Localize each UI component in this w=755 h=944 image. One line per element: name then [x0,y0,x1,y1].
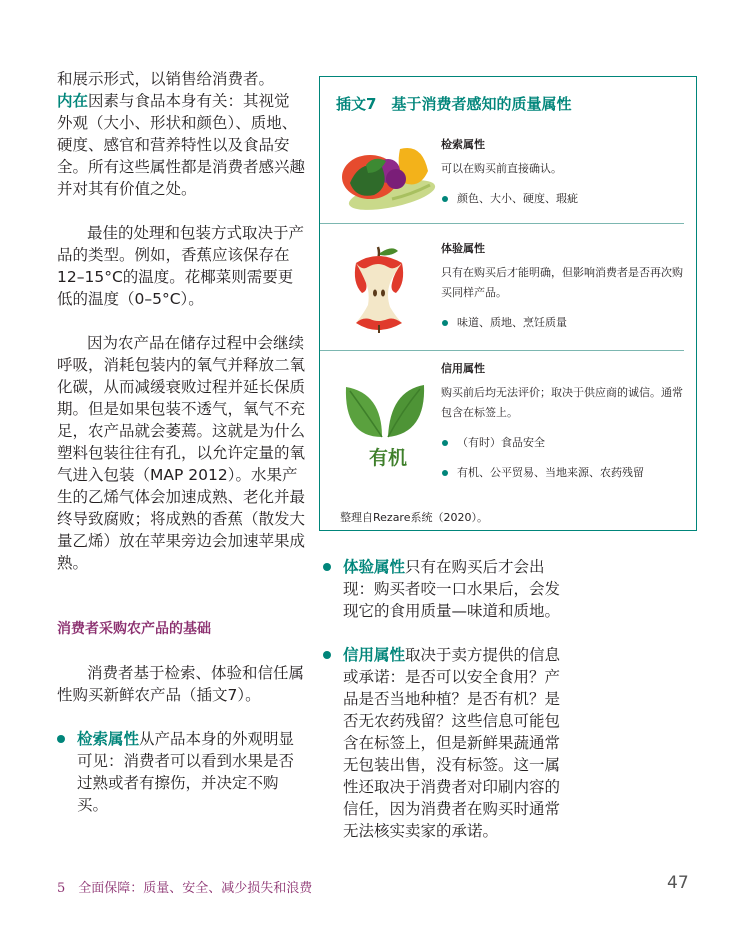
paragraph-1 [57,68,305,200]
bullet-search-attribute [57,728,305,816]
apple-core-icon [348,243,410,335]
right-column [323,556,569,842]
bullet-icon [323,651,331,659]
footer-chapter: 5 全面保障：质量、安全、减少损失和浪费 [57,881,313,896]
search-attributes-item: 颜色、大小、硬度、瑕疵 [441,189,686,209]
paragraph-2: 最佳的处理和包装方式取决于产品的类型。例如，香蕉应该保存在12–15°C的温度。花椰菜则需要更低的温度（0–5°C）。 [57,224,305,308]
bullet-term: 体验属性 [343,558,406,576]
divider [320,223,684,224]
vegetables-icon [330,137,438,217]
experience-attributes-item: 味道、质地、烹饪质量 [441,313,686,333]
inner-term: 内在 [57,92,89,110]
left-column [57,68,305,816]
bullet-text: 只有在购买后才会出现：购买者咬一口水果后，会发现它的食用质量—味道和质地。 [343,558,561,620]
page-number: 47 [667,873,689,893]
section-heading: 消费者采购农产品的基础 [57,621,211,637]
experience-attributes-title: 体验属性 [441,242,485,255]
organic-label: 有机 [369,447,408,469]
divider [320,350,684,351]
search-attributes-title: 检索属性 [441,138,485,151]
experience-attributes-section [441,239,686,333]
leaf-sprout-icon [342,379,428,441]
infobox-7 [319,76,697,531]
infobox-title: 插文7 基于消费者感知的质量属性 [336,95,572,113]
infobox-source: 整理自Rezare系统（2020）。 [340,511,488,524]
paragraph-1-line: 和展示形式，以销售给消费者。 [57,70,275,88]
paragraph-1-rest: 因素与食品本身有关：其视觉外观（大小、形状和颜色）、质地、硬度、感官和营养特性以及食品安全。所有这些属性都是消费者感兴趣并对其有价值之处。 [57,92,306,198]
bullet-credence-attribute [323,644,569,842]
bullet-term: 信用属性 [343,646,406,664]
credence-attributes-title: 信用属性 [441,362,485,375]
experience-attributes-desc: 只有在购买后才能明确，但影响消费者是否再次购买同样产品。 [441,266,683,299]
paragraph-3: 因为农产品在储存过程中会继续呼吸，消耗包装内的氧气并释放二氧化碳，从而减缓衰败过程并延长保质期。但是如果包装不透气，氧气不充足，农产品就会萎蔫。这就是为什么塑料包装往往有孔，以允许定量的氧气进入包装（MAP 2012）。水果产生的乙烯气体会加速成熟、老化并最终导致腐败；将成熟的香蕉（散发大量乙烯）放在苹果旁边会加速苹果成熟。 [57,334,306,572]
search-attributes-desc: 可以在购买前直接确认。 [441,162,562,175]
paragraph-4: 消费者基于检索、体验和信任属性购买新鲜农产品（插文7）。 [57,664,305,704]
search-attributes-section [441,135,686,209]
bullet-icon [57,735,65,743]
credence-attributes-desc: 购买前后均无法评价；取决于供应商的诚信。通常包含在标签上。 [441,386,683,419]
bullet-experience-attribute [323,556,569,622]
bullet-text: 从产品本身的外观明显可见：消费者可以看到水果是否过熟或者有擦伤，并决定不购买。 [77,730,295,814]
bullet-icon [323,563,331,571]
credence-attributes-section [441,359,686,483]
credence-attributes-item: （有时）食品安全 [441,433,686,453]
bullet-text: 取决于卖方提供的信息或承诺：是否可以安全食用？产品是否当地种植？是否有机？是否无农药残留？这些信息可能包含在标签上，但是新鲜果蔬通常无包装出售，没有标签。这一属性还取决于消费者对印刷内容的信任，因为消费者在购买时通常无法核实卖家的承诺。 [343,646,561,840]
credence-attributes-item: 有机、公平贸易、当地来源、农药残留 [441,463,686,483]
bullet-term: 检索属性 [77,730,140,748]
